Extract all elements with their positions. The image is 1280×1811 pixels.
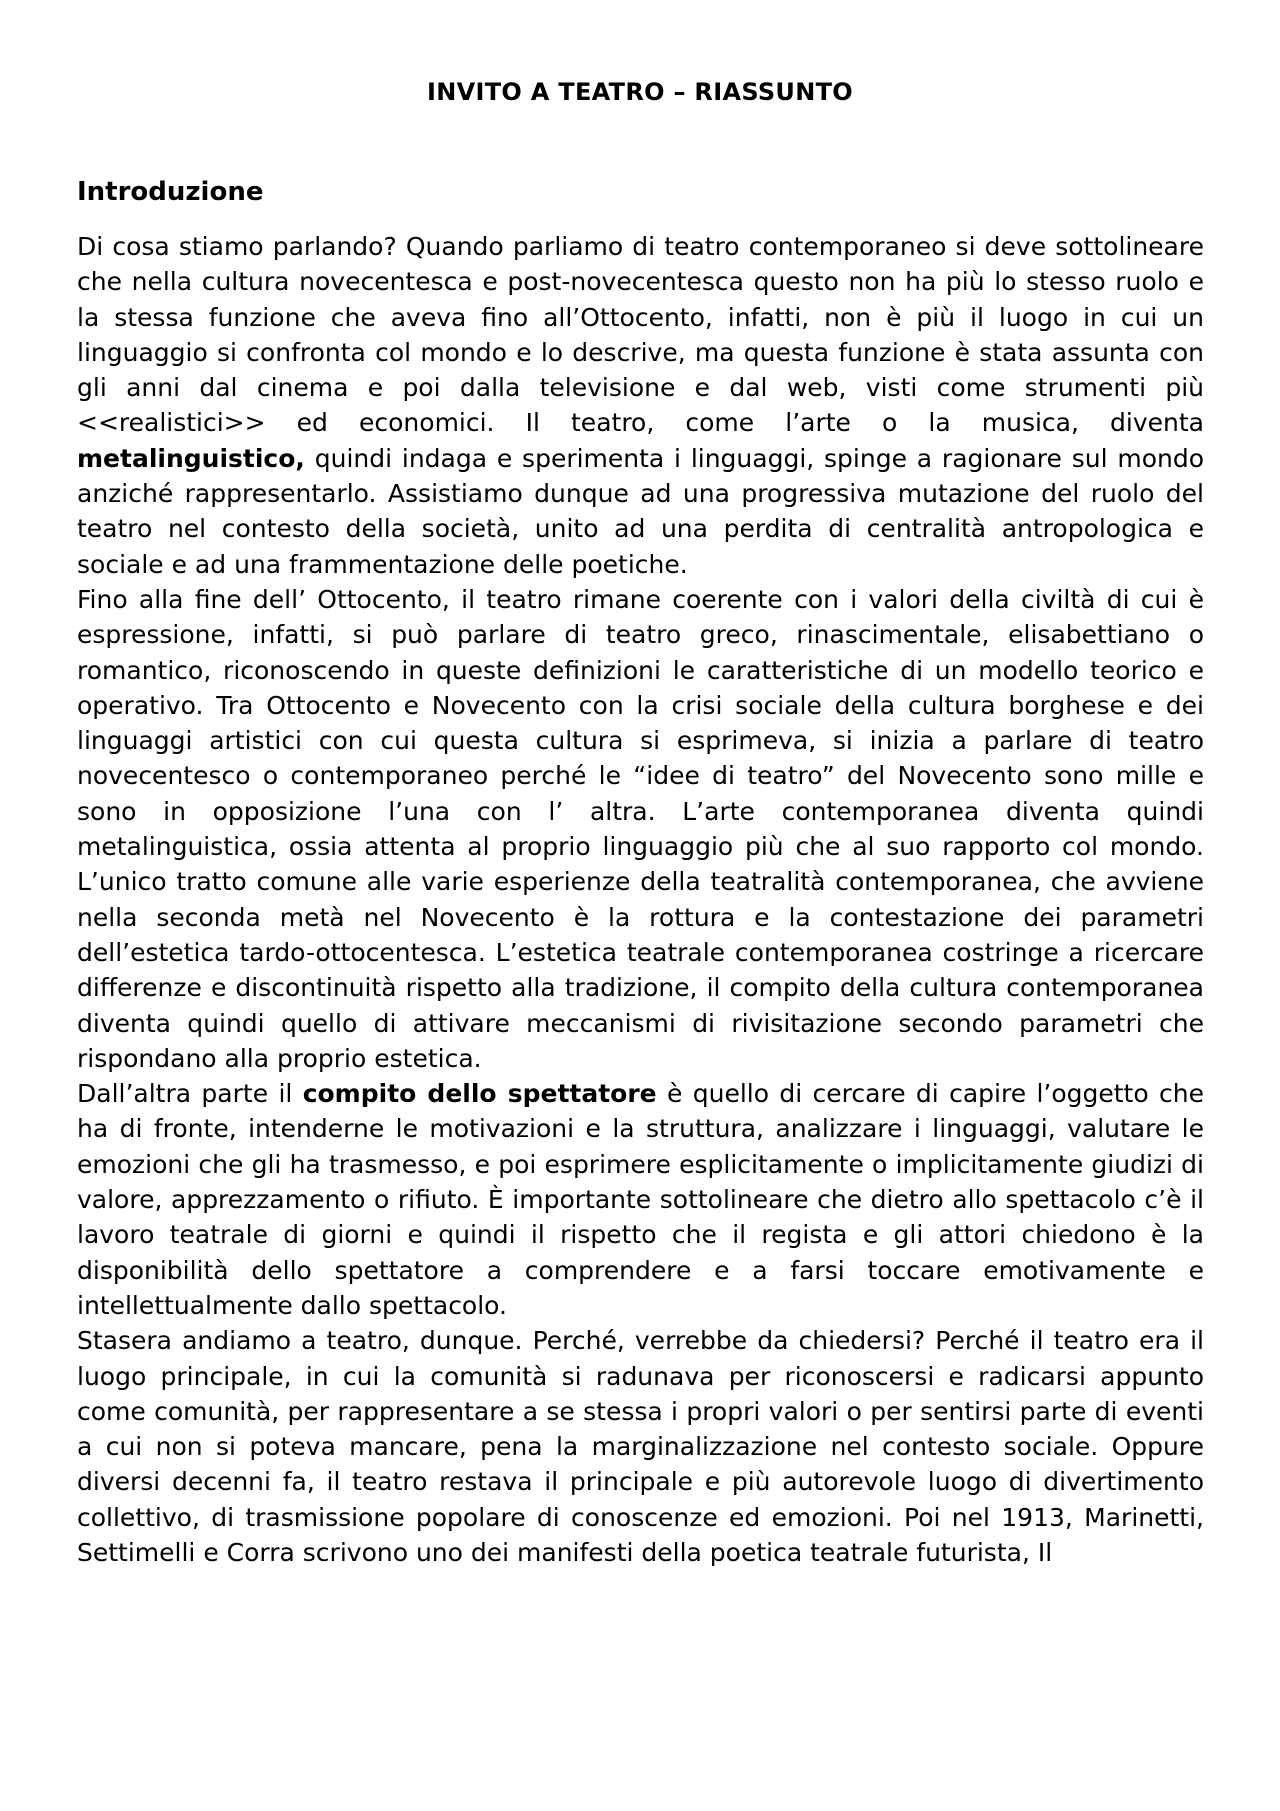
paragraph-3-text-b: è quello di cercare di capire l’oggetto che ha di fronte, intenderne le motivazioni e la struttura, analizzare i linguaggi, valutare le emozioni che gli ha trasmesso, e poi esprimere esplicitamente o implicitamente giudizi di valore, apprezzamento o rifiuto. È importante sottolineare che dietro allo spettacolo c’è il lavoro teatrale di giorni e quindi il rispetto che il regista e gli attori chiedono è la disponibilità dello spettatore a comprendere e a farsi toccare emotivamente e intellettualmente dallo spettacolo. xyxy=(77,1079,1204,1320)
section-heading: Introduzione xyxy=(77,177,264,207)
paragraph-3-text-a: Dall’altra parte il xyxy=(77,1079,303,1109)
paragraph-1-text-a: Di cosa stiamo parlando? Quando parliamo di teatro contemporaneo si deve sottolineare che nella cultura novecentesca e post-novecentesca questo non ha più lo stesso ruolo e la stessa funzione che aveva fino all’Ottocento, infatti, non è più il luogo in cui un linguaggio si confronta col mondo e lo descrive, ma questa funzione è stata assunta con gli anni dal cinema e poi dalla televisione e dal web, visti come strumenti più <<realistici>> ed economici. Il teatro, come l’arte o la musica, diventa xyxy=(77,232,1204,438)
paragraph-4: Stasera andiamo a teatro, dunque. Perché, verrebbe da chiedersi? Perché il teatro era il luogo principale, in cui la comunità si radunava per riconoscersi e radicarsi appunto come comunità, per rappresentare a se stessa i propri valori o per sentirsi parte di eventi a cui non si poteva mancare, pena la marginalizzazione nel contesto sociale. Oppure diversi decenni fa, il teatro restava il principale e più autorevole luogo di divertimento collettivo, di trasmissione popolare di conoscenze ed emozioni. Poi nel 1913, Marinetti, Settimelli e Corra scrivono uno dei manifesti della poetica teatrale futurista, Il xyxy=(77,1326,1204,1567)
body-text xyxy=(77,229,1204,1570)
paragraph-1-text-b: quindi indaga e sperimenta i linguaggi, spinge a ragionare sul mondo anziché rappresentarlo. Assistiamo dunque ad una progressiva mutazione del ruolo del teatro nel contesto della società, unito ad una perdita di centralità antropologica e sociale e ad una frammentazione delle poetiche. xyxy=(77,443,1204,579)
paragraph-3-bold-term: compito dello spettatore xyxy=(302,1079,657,1109)
paragraph-2: Fino alla fine dell’ Ottocento, il teatro rimane coerente con i valori della civiltà di cui è espressione, infatti, si può parlare di teatro greco, rinascimentale, elisabettiano o romantico, riconoscendo in queste definizioni le caratteristiche di un modello teorico e operativo. Tra Ottocento e Novecento con la crisi sociale della cultura borghese e dei linguaggi artistici con cui questa cultura si esprimeva, si inizia a parlare di teatro novecentesco o contemporaneo perché le “idee di teatro” del Novecento sono mille e sono in opposizione l’una con l’ altra. L’arte contemporanea diventa quindi metalinguistica, ossia attenta al proprio linguaggio più che al suo rapporto col mondo. L’unico tratto comune alle varie esperienze della teatralità contemporanea, che avviene nella seconda metà nel Novecento è la rottura e la contestazione dei parametri dell’estetica tardo-ottocentesca. L’estetica teatrale contemporanea costringe a ricercare differenze e discontinuità rispetto alla tradizione, il compito della cultura contemporanea diventa quindi quello di attivare meccanismi di rivisitazione secondo parametri che rispondano alla proprio estetica. xyxy=(77,584,1204,1073)
paragraph-1-bold-term: metalinguistico, xyxy=(77,443,305,473)
document-title: INVITO A TEATRO – RIASSUNTO xyxy=(427,78,853,106)
paragraph-1 xyxy=(77,229,1204,582)
paragraph-3 xyxy=(77,1076,1204,1323)
